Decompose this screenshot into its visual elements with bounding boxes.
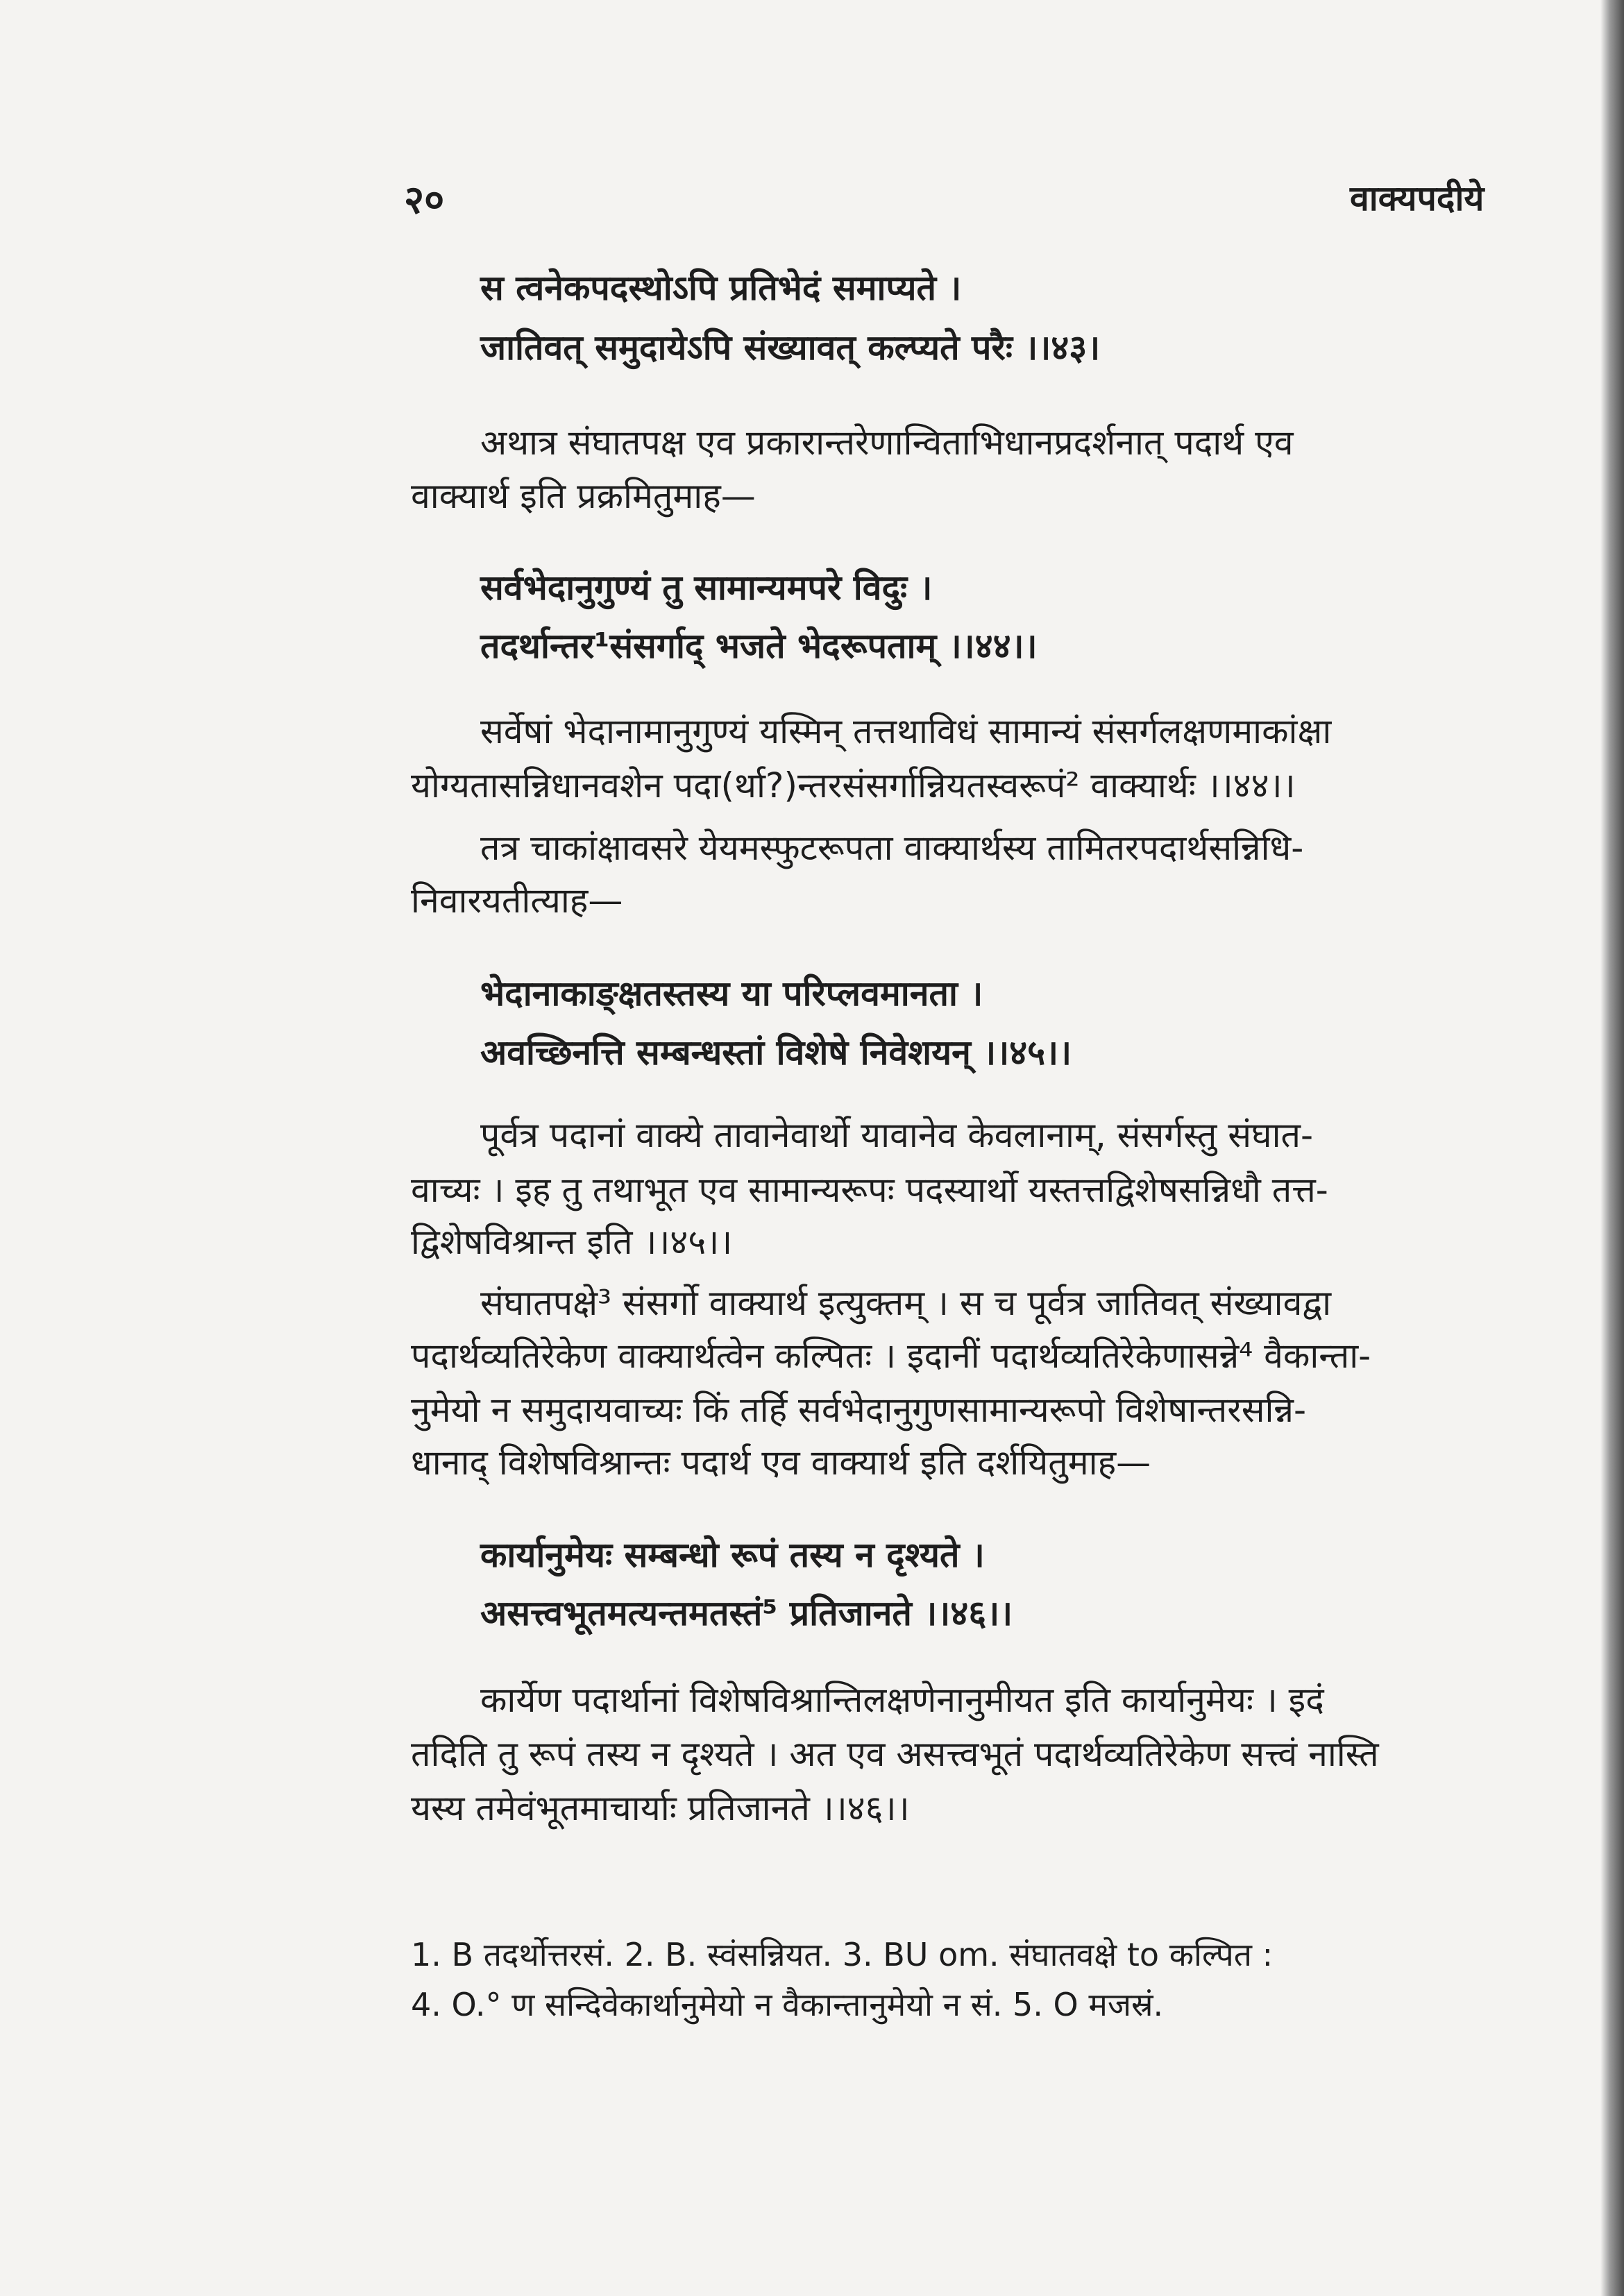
commentary-line: निवारयतीत्याह— <box>411 881 623 921</box>
verse-44-line-2: तदर्थान्तर¹संसर्गाद् भजते भेदरूपताम् ।।४४।। <box>480 626 1038 666</box>
commentary-line: यस्य तमेवंभूतमाचार्याः प्रतिजानते ।।४६।। <box>411 1788 910 1828</box>
commentary-line: कार्येण पदार्थानां विशेषविश्रान्तिलक्षणेनानुमीयत इति कार्यानुमेयः । इदं <box>480 1680 1324 1720</box>
page-edge-shadow <box>1600 0 1624 2296</box>
page-number: २० <box>404 178 445 223</box>
commentary-line: द्विशेषविश्रान्त इति ।।४५।। <box>411 1222 733 1262</box>
verse-43-line-2: जातिवत् समुदायेऽपि संख्यावत् कल्प्यते परैः ।।४३। <box>480 328 1101 368</box>
footnote-line: 1. B तदर्थोत्तरसं. 2. B. स्वंसन्नियत. 3. BU om. संघातवक्षे to कल्पित : <box>411 1936 1274 1973</box>
commentary-line: तदिति तु रूपं तस्य न दृश्यते । अत एव असत्त्वभूतं पदार्थव्यतिरेकेण सत्त्वं नास्ति <box>411 1734 1379 1774</box>
footnote-line: 4. O.° ण सन्दिवेकार्थानुमेयो न वैकान्तानुमेयो न सं. 5. O मजस्रं. <box>411 1986 1164 2023</box>
verse-43-line-1: स त्वनेकपदस्थोऽपि प्रतिभेदं समाप्यते । <box>480 268 962 308</box>
commentary-line: वाक्यार्थ इति प्रक्रमितुमाह— <box>411 476 756 516</box>
running-title: वाक्यपदीये <box>1350 178 1485 219</box>
verse-46-line-1: कार्यानुमेयः सम्बन्धो रूपं तस्य न दृश्यते । <box>480 1535 985 1575</box>
commentary-line: पूर्वत्र पदानां वाक्ये तावानेवार्थो यावानेव केवलानाम्, संसर्गस्तु संघात- <box>480 1115 1314 1155</box>
commentary-line: धानाद् विशेषविश्रान्तः पदार्थ एव वाक्यार्थ इति दर्शयितुमाह— <box>411 1443 1151 1483</box>
commentary-line: पदार्थव्यतिरेकेण वाक्यार्थत्वेन कल्पितः । इदानीं पदार्थव्यतिरेकेणासन्ने⁴ वैकान्ता- <box>411 1336 1371 1376</box>
commentary-line: संघातपक्षे³ संसर्गो वाक्यार्थ इत्युक्तम् । स च पूर्वत्र जातिवत् संख्यावद्वा <box>480 1283 1332 1323</box>
commentary-line: तत्र चाकांक्षावसरे येयमस्फुटरूपता वाक्यार्थस्य तामितरपदार्थसन्निधि- <box>480 828 1304 868</box>
verse-44-line-1: सर्वभेदानुगुण्यं तु सामान्यमपरे विदुः । <box>480 568 933 608</box>
commentary-line: नुमेयो न समुदायवाच्यः किं तर्हि सर्वभेदानुगुणसामान्यरूपो विशेषान्तरसन्नि- <box>411 1390 1307 1430</box>
verse-45-line-1: भेदानाकाङ्क्षतस्तस्य या परिप्लवमानता । <box>480 973 983 1014</box>
commentary-line: वाच्यः । इह तु तथाभूत एव सामान्यरूपः पदस्यार्थो यस्तत्तद्विशेषसन्निधौ तत्त- <box>411 1170 1328 1210</box>
commentary-line: अथात्र संघातपक्ष एव प्रकारान्तरेणान्विताभिधानप्रदर्शनात् पदार्थ एव <box>480 423 1294 463</box>
commentary-line: योग्यतासन्निधानवशेन पदा(र्था?)न्तरसंसर्गान्नियतस्वरूपं² वाक्यार्थः ।।४४।। <box>411 765 1296 806</box>
verse-45-line-2: अवच्छिनत्ति सम्बन्धस्तां विशेषे निवेशयन् ।।४५।। <box>480 1032 1072 1073</box>
verse-46-line-2: असत्त्वभूतमत्यन्तमतस्तं⁵ प्रतिजानते ।।४६।। <box>480 1593 1013 1633</box>
commentary-line: सर्वेषां भेदानामानुगुण्यं यस्मिन् तत्तथाविधं सामान्यं संसर्गलक्षणमाकांक्षा <box>480 711 1332 751</box>
